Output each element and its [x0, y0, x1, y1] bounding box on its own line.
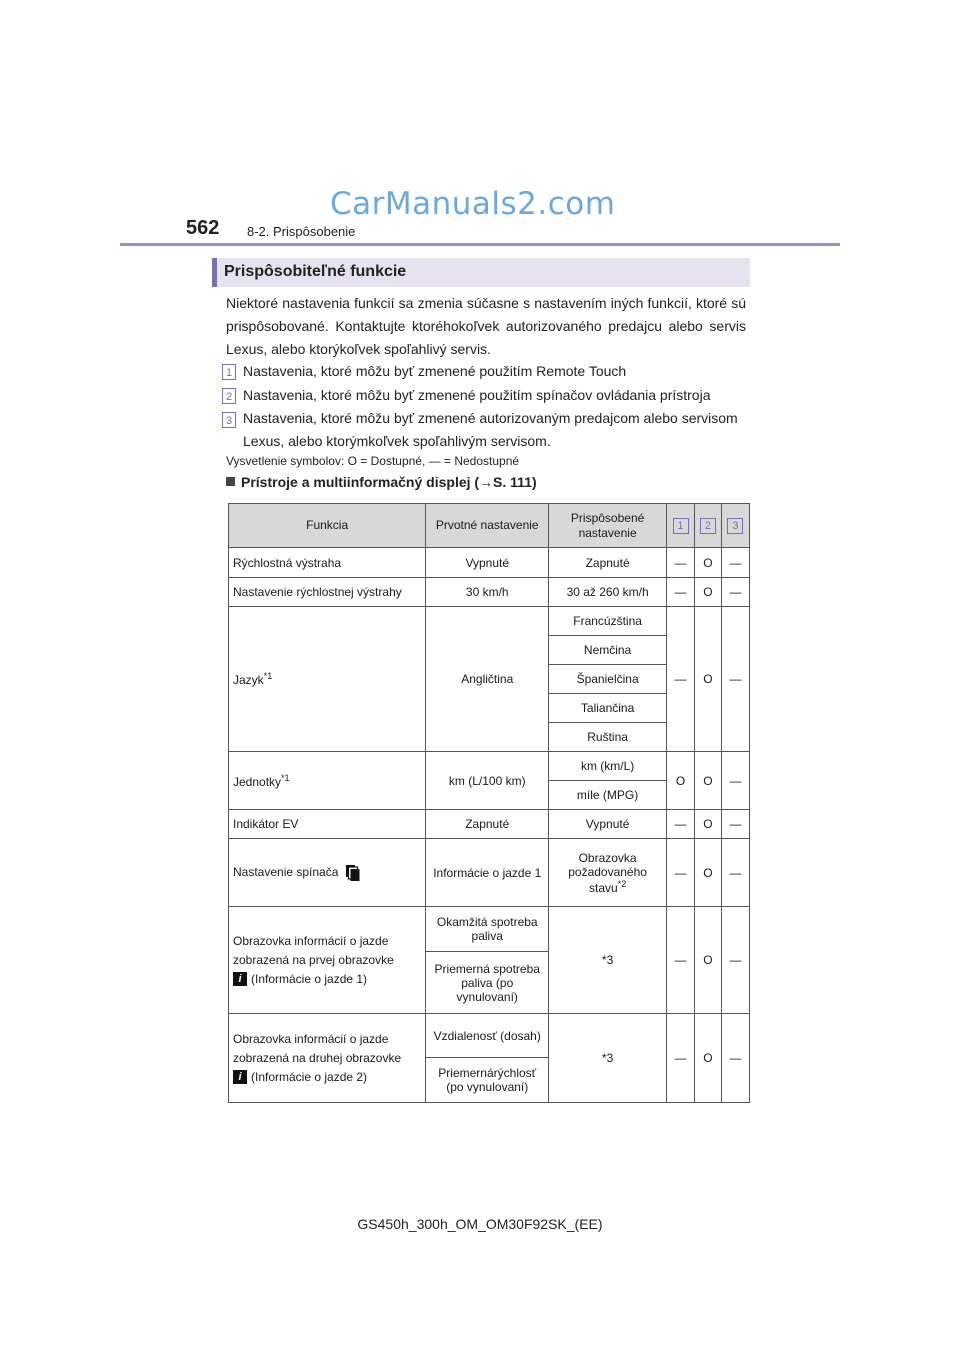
- table-row: [229, 548, 750, 578]
- item-number-2: 2: [222, 388, 236, 404]
- page-number: 562: [186, 217, 220, 239]
- item-1: Nastavenia, ktoré môžu byť zmenené použitím Remote Touch: [243, 363, 627, 379]
- footnote-mark: *1: [263, 671, 273, 681]
- cell-function: [229, 1014, 426, 1103]
- header-rule: [120, 243, 840, 246]
- table-row: [229, 907, 750, 952]
- function-label: Jazyk: [233, 673, 264, 687]
- info-icon: i: [233, 972, 247, 986]
- header-default: Prvotné nastavenie: [426, 504, 549, 548]
- header-num-2: [694, 504, 721, 548]
- cell-avail-1: —: [667, 607, 695, 752]
- cell-custom: Francúzština: [549, 607, 667, 636]
- function-label: Jednotky: [233, 774, 282, 789]
- cell-avail-3: —: [721, 548, 749, 578]
- cell-custom: [549, 839, 667, 907]
- cell-custom: Ruština: [549, 723, 667, 752]
- cell-function: Nastavenie rýchlostnej výstrahy: [229, 578, 426, 607]
- cell-default: Angličtina: [426, 607, 549, 752]
- settings-table: [228, 503, 750, 1103]
- cell-default: Priemerná spotreba paliva (po vynulovaní): [426, 952, 549, 1014]
- function-label: Obrazovka informácií o jazde zobrazená na prvej obrazovke: [233, 933, 394, 967]
- cell-custom: *3: [549, 1014, 667, 1103]
- custom-label: Obrazovka požadovaného stavu: [568, 850, 647, 895]
- cell-custom: 30 až 260 km/h: [549, 578, 667, 607]
- cell-default: Informácie o jazde 1: [426, 839, 549, 907]
- cell-custom: Nemčina: [549, 636, 667, 665]
- cell-function: [229, 839, 426, 907]
- header-function: Funkcia: [229, 504, 426, 548]
- cell-avail-3: —: [721, 839, 749, 907]
- cell-avail-1: —: [667, 839, 695, 907]
- info-icon: i: [233, 1070, 247, 1084]
- function-sublabel: (Informácie o jazde 2): [251, 1069, 368, 1084]
- footer-code: GS450h_300h_OM_OM30F92SK_(EE): [357, 1216, 603, 1232]
- cell-avail-2: O: [694, 907, 721, 1014]
- cell-avail-3: —: [721, 578, 749, 607]
- header-num-1: [667, 504, 695, 548]
- cell-avail-3: —: [721, 752, 749, 810]
- function-sublabel: (Informácie o jazde 1): [251, 971, 368, 986]
- cell-default: Vypnuté: [426, 548, 549, 578]
- symbol-legend: Vysvetlenie symbolov: O = Dostupné, — = Nedostupné: [226, 454, 520, 468]
- footnote-mark: *2: [617, 878, 627, 889]
- item-number-1: 1: [222, 364, 236, 380]
- cell-avail-2: O: [694, 839, 721, 907]
- item-3: Nastavenia, ktoré môžu byť zmenené autorizovaným predajcom alebo servisom Lexus, alebo ktorýmkoľvek spoľahlivým servisom.: [243, 410, 738, 449]
- subheading-text: Prístroje a multiinformačný displej (→S. 111): [241, 474, 537, 490]
- square-bullet-icon: [226, 477, 235, 486]
- cell-function: Rýchlostná výstraha: [229, 548, 426, 578]
- cell-avail-2: O: [694, 548, 721, 578]
- table-row: [229, 752, 750, 781]
- cell-custom: Vypnuté: [549, 810, 667, 839]
- subheading: [226, 474, 537, 490]
- footnote-mark: *1: [281, 772, 290, 783]
- cell-default: km (L/100 km): [426, 752, 549, 810]
- header-custom: Prispôsobené nastavenie: [549, 504, 667, 548]
- header-num-3-badge: 3: [727, 518, 743, 534]
- item-number-3: 3: [222, 412, 236, 428]
- cell-custom: míle (MPG): [549, 781, 667, 810]
- cell-function: [229, 752, 426, 810]
- box-title: Prispôsobiteľné funkcie: [224, 263, 407, 280]
- cell-custom: Zapnuté: [549, 548, 667, 578]
- cell-function: [229, 607, 426, 752]
- cell-avail-1: —: [667, 548, 695, 578]
- cell-function: Indikátor EV: [229, 810, 426, 839]
- cell-avail-2: O: [694, 752, 721, 810]
- intro-paragraph: Niektoré nastavenia funkcií sa zmenia súčasne s nastavením iných funkcií, ktoré sú prispôsobované. Kontaktujte ktoréhokoľvek autorizovaného predajcu alebo servis Lexus, alebo ktorýkoľvek spoľahlivý servis.: [226, 295, 746, 357]
- cell-avail-1: —: [667, 907, 695, 1014]
- cell-avail-1: O: [667, 752, 695, 810]
- table-row: [229, 1014, 750, 1058]
- header-num-2-badge: 2: [700, 518, 716, 534]
- cell-default: Priemernárýchlosť (po vynulovaní): [426, 1058, 549, 1103]
- cell-avail-2: O: [694, 578, 721, 607]
- cell-custom: *3: [549, 907, 667, 1014]
- cell-avail-3: —: [721, 1014, 749, 1103]
- item-2: Nastavenia, ktoré môžu byť zmenené použitím spínačov ovládania prístroja: [243, 387, 711, 403]
- cell-avail-1: —: [667, 578, 695, 607]
- table-row: [229, 578, 750, 607]
- table-row: [229, 810, 750, 839]
- cell-avail-3: —: [721, 810, 749, 839]
- watermark: CarManuals2.com: [330, 186, 616, 222]
- cell-avail-3: —: [721, 607, 749, 752]
- cell-avail-2: O: [694, 810, 721, 839]
- cell-function: [229, 907, 426, 1014]
- cell-avail-3: —: [721, 907, 749, 1014]
- table-header-row: [229, 504, 750, 548]
- header-num-1-badge: 1: [673, 518, 689, 534]
- cell-avail-2: O: [694, 607, 721, 752]
- table-row: [229, 607, 750, 636]
- function-label: Nastavenie spínača: [233, 864, 339, 879]
- header-num-3: [721, 504, 749, 548]
- function-label: Obrazovka informácií o jazde zobrazená na druhej obrazovke: [233, 1031, 402, 1065]
- pages-icon: [346, 865, 360, 881]
- cell-custom: Taliančina: [549, 694, 667, 723]
- cell-avail-1: —: [667, 1014, 695, 1103]
- cell-default: Okamžitá spotreba paliva: [426, 907, 549, 952]
- section-title: 8-2. Prispôsobenie: [247, 224, 356, 239]
- cell-custom: Španielčina: [549, 665, 667, 694]
- cell-custom: km (km/L): [549, 752, 667, 781]
- cell-default: Vzdialenosť (dosah): [426, 1014, 549, 1058]
- cell-default: 30 km/h: [426, 578, 549, 607]
- table-row: [229, 839, 750, 907]
- cell-avail-1: —: [667, 810, 695, 839]
- cell-avail-2: O: [694, 1014, 721, 1103]
- cell-default: Zapnuté: [426, 810, 549, 839]
